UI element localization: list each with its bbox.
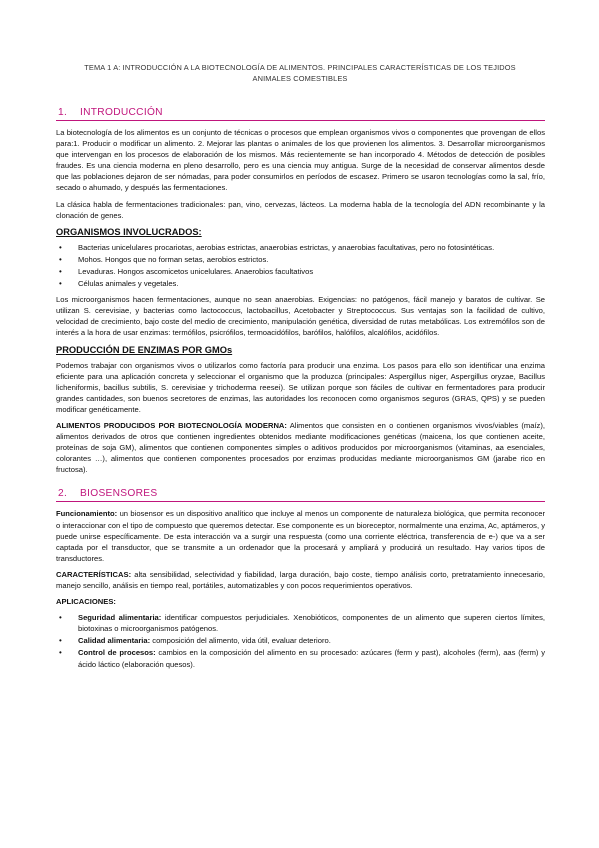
list-item: • Mohos. Hongos que no forman setas, aerobios estrictos. [59, 254, 269, 264]
bullet-icon: • [59, 636, 62, 646]
section-number: 2. [58, 488, 68, 500]
section-title: BIOSENSORES [80, 488, 158, 500]
inline-bold-term: CARACTERÍSTICAS: [56, 569, 132, 579]
paragraph-funcionamiento: Funcionamiento: un biosensor es un dispositivo analítico que incluye al menos un componente de naturaleza biológica, que permita reconocer o interaccionar con el tipo de compuesto que queremos detectar. Ese componente es un bioreceptor, normalmente una enzima, Ac, aptámeros, y puede unirse específicamente. De esta interacción va a surgir una respuesta (como una corriente eléctrica, transferencia de e-) que va a ser captada por el transductor, que se transmite a un ordenador que la procesará y ampliará y producirá un resultado. Hay varios tipos de transductores. [56, 509, 545, 563]
section-heading-biosensores [56, 488, 545, 502]
bullet-icon: • [59, 613, 62, 623]
subheading-organismos: ORGANISMOS INVOLUCRADOS: [56, 226, 202, 237]
paragraph-enzyme-production: Podemos trabajar con organismos vivos o utilizarlos como factoría para producir una enzima. Los pasos para ello son identificar una enzima eficiente para una aplicación concreta y seleccionar el organismo que la produzca (principales: Aspergillus niger, Aspergillus oryzae, Bacillus licheniformis, bacillus subtilis, S. cerevisiae y trichoderma reesei). Se utilizan porque son fáciles de cultivar en fermentadores para producir grandes cantidades, son buenos secretores de enzimas, las autoridades los reconocen como organismos seguros (GRAS, QPS) y se pueden modificar genéticamente. [56, 360, 545, 414]
bullet-icon: • [59, 242, 62, 252]
list-item: • Levaduras. Hongos ascomicetos unicelulares. Anaerobios facultativos [59, 266, 314, 276]
subheading-enzimas: PRODUCCIÓN DE ENZIMAS POR GMOs [56, 344, 233, 355]
paragraph-classic-modern: La clásica habla de fermentaciones tradicionales: pan, vino, cervezas, lácteos. La moderna habla de la tecnología del ADN recombinante y la clonación de genes. [56, 199, 545, 220]
running-header: TEMA 1 A: INTRODUCCIÓN A LA BIOTECNOLOGÍA DE ALIMENTOS. PRINCIPALES CARACTERÍSTICAS DE LOS TEJIDOS ANIMALES COMESTIBLES [84, 63, 516, 83]
bullet-icon: • [59, 254, 62, 264]
bullet-icon: • [59, 648, 62, 658]
paragraph-caracteristicas: CARACTERÍSTICAS: alta sensibilidad, selectividad y fiabilidad, larga duración, bajo coste, tiempo análisis corto, pretratamiento innecesario, manejo sencillo, análisis en tiempo real, portátiles, automatizables y con pocos requerimientos operativos. [56, 569, 545, 590]
list-item: • Bacterias unicelulares procariotas, aerobias estrictas, anaerobias estrictas, y anaerobias facultativas, pero no fotosintéticas. [59, 242, 495, 252]
bullet-icon: • [59, 279, 62, 289]
organisms-list [56, 242, 545, 289]
list-item: • Control de procesos: cambios en la composición del alimento en su procesado: azúcares (ferm y past), alcoholes (ferm), aas (ferm) y ácido láctico (elaboración quesos). [59, 648, 546, 669]
paragraph-definition: La biotecnología de los alimentos es un conjunto de técnicas o procesos que emplean organismos vivos o componentes que provengan de ellos para:1. Producir o modificar un alimento. 2. Mejorar las plantas o animales de los que provienen los alimentos. 3. Desarrollar microorganismos que intervengan en los procesos de elaboración de los mismos. Más recientemente se han incorporado 4. Métodos de detección de posibles fraudes. Es una ciencia moderna en pleno desarrollo, pero es una ciencia muy antigua. Surge de la necesidad de conservar alimentos desde que las poblaciones dejaron de ser nómadas, para poder consumirlos en períodos de escasez. Primero se usaron tecnologías como la sal, frío, secado o ahumado, y después las fermentaciones. [56, 128, 545, 193]
list-item: • Células animales y vegetales. [59, 279, 179, 289]
paragraph-microorganisms: Los microorganismos hacen fermentaciones, aunque no sean anaerobias. Exigencias: no patógenos, fácil manejo y baratos de cultivar. Se utilizan S. cerevisiae, y bacterias como lactococcus, lactobacillus, Acetobacter y Streptococcus. Sus ventajas son la facilidad de cultivo, velocidad de crecimiento, bajo coste del medio de crecimiento, manipulación genética, diversidad de rutas metabólicas. Los extremófilos son de interés a la hora de usar enzimas: termófilos, psicrófilos, termoacidófilos, barófilos, halófilos, alcalófilos, acidófilos. [56, 295, 545, 338]
bullet-icon: • [59, 266, 62, 276]
list-item: • Seguridad alimentaria: identificar compuestos perjudiciales. Xenobióticos, componentes de un alimento que superen ciertos límites, biotoxinas o microorganismos patógenos. [59, 613, 545, 634]
applications-label: APLICACIONES: [56, 597, 116, 607]
section-heading-introduccion [56, 107, 545, 121]
paragraph-biotech-foods: ALIMENTOS PRODUCIDOS POR BIOTECNOLOGÍA MODERNA: Alimentos que consisten en o contienen organismos vivos/viables (maíz), alimentos derivados de otros que contienen ingredientes obtenidos mediante modificaciones genéticas (maicena, los que contienen aceite, proteínas de soja GM), alimentos que contienen componentes simples o aditivos producidos por microorganismos (vitaminas, aa esenciales, colorantes …), alimentos que contienen componentes procesados por enzimas producidas mediante microorganismos GM (jarabe rico en fructosa). [56, 420, 545, 475]
applications-list [56, 612, 545, 669]
list-item: • Calidad alimentaria: composición del alimento, vida útil, evaluar deterioro. [59, 636, 331, 646]
section-number: 1. [58, 107, 68, 118]
section-title: INTRODUCCIÓN [80, 107, 163, 118]
inline-bold-term: ALIMENTOS PRODUCIDOS POR BIOTECNOLOGÍA MODERNA: [56, 420, 287, 430]
inline-bold-term: Funcionamiento: [56, 509, 118, 519]
page-content [56, 107, 545, 675]
